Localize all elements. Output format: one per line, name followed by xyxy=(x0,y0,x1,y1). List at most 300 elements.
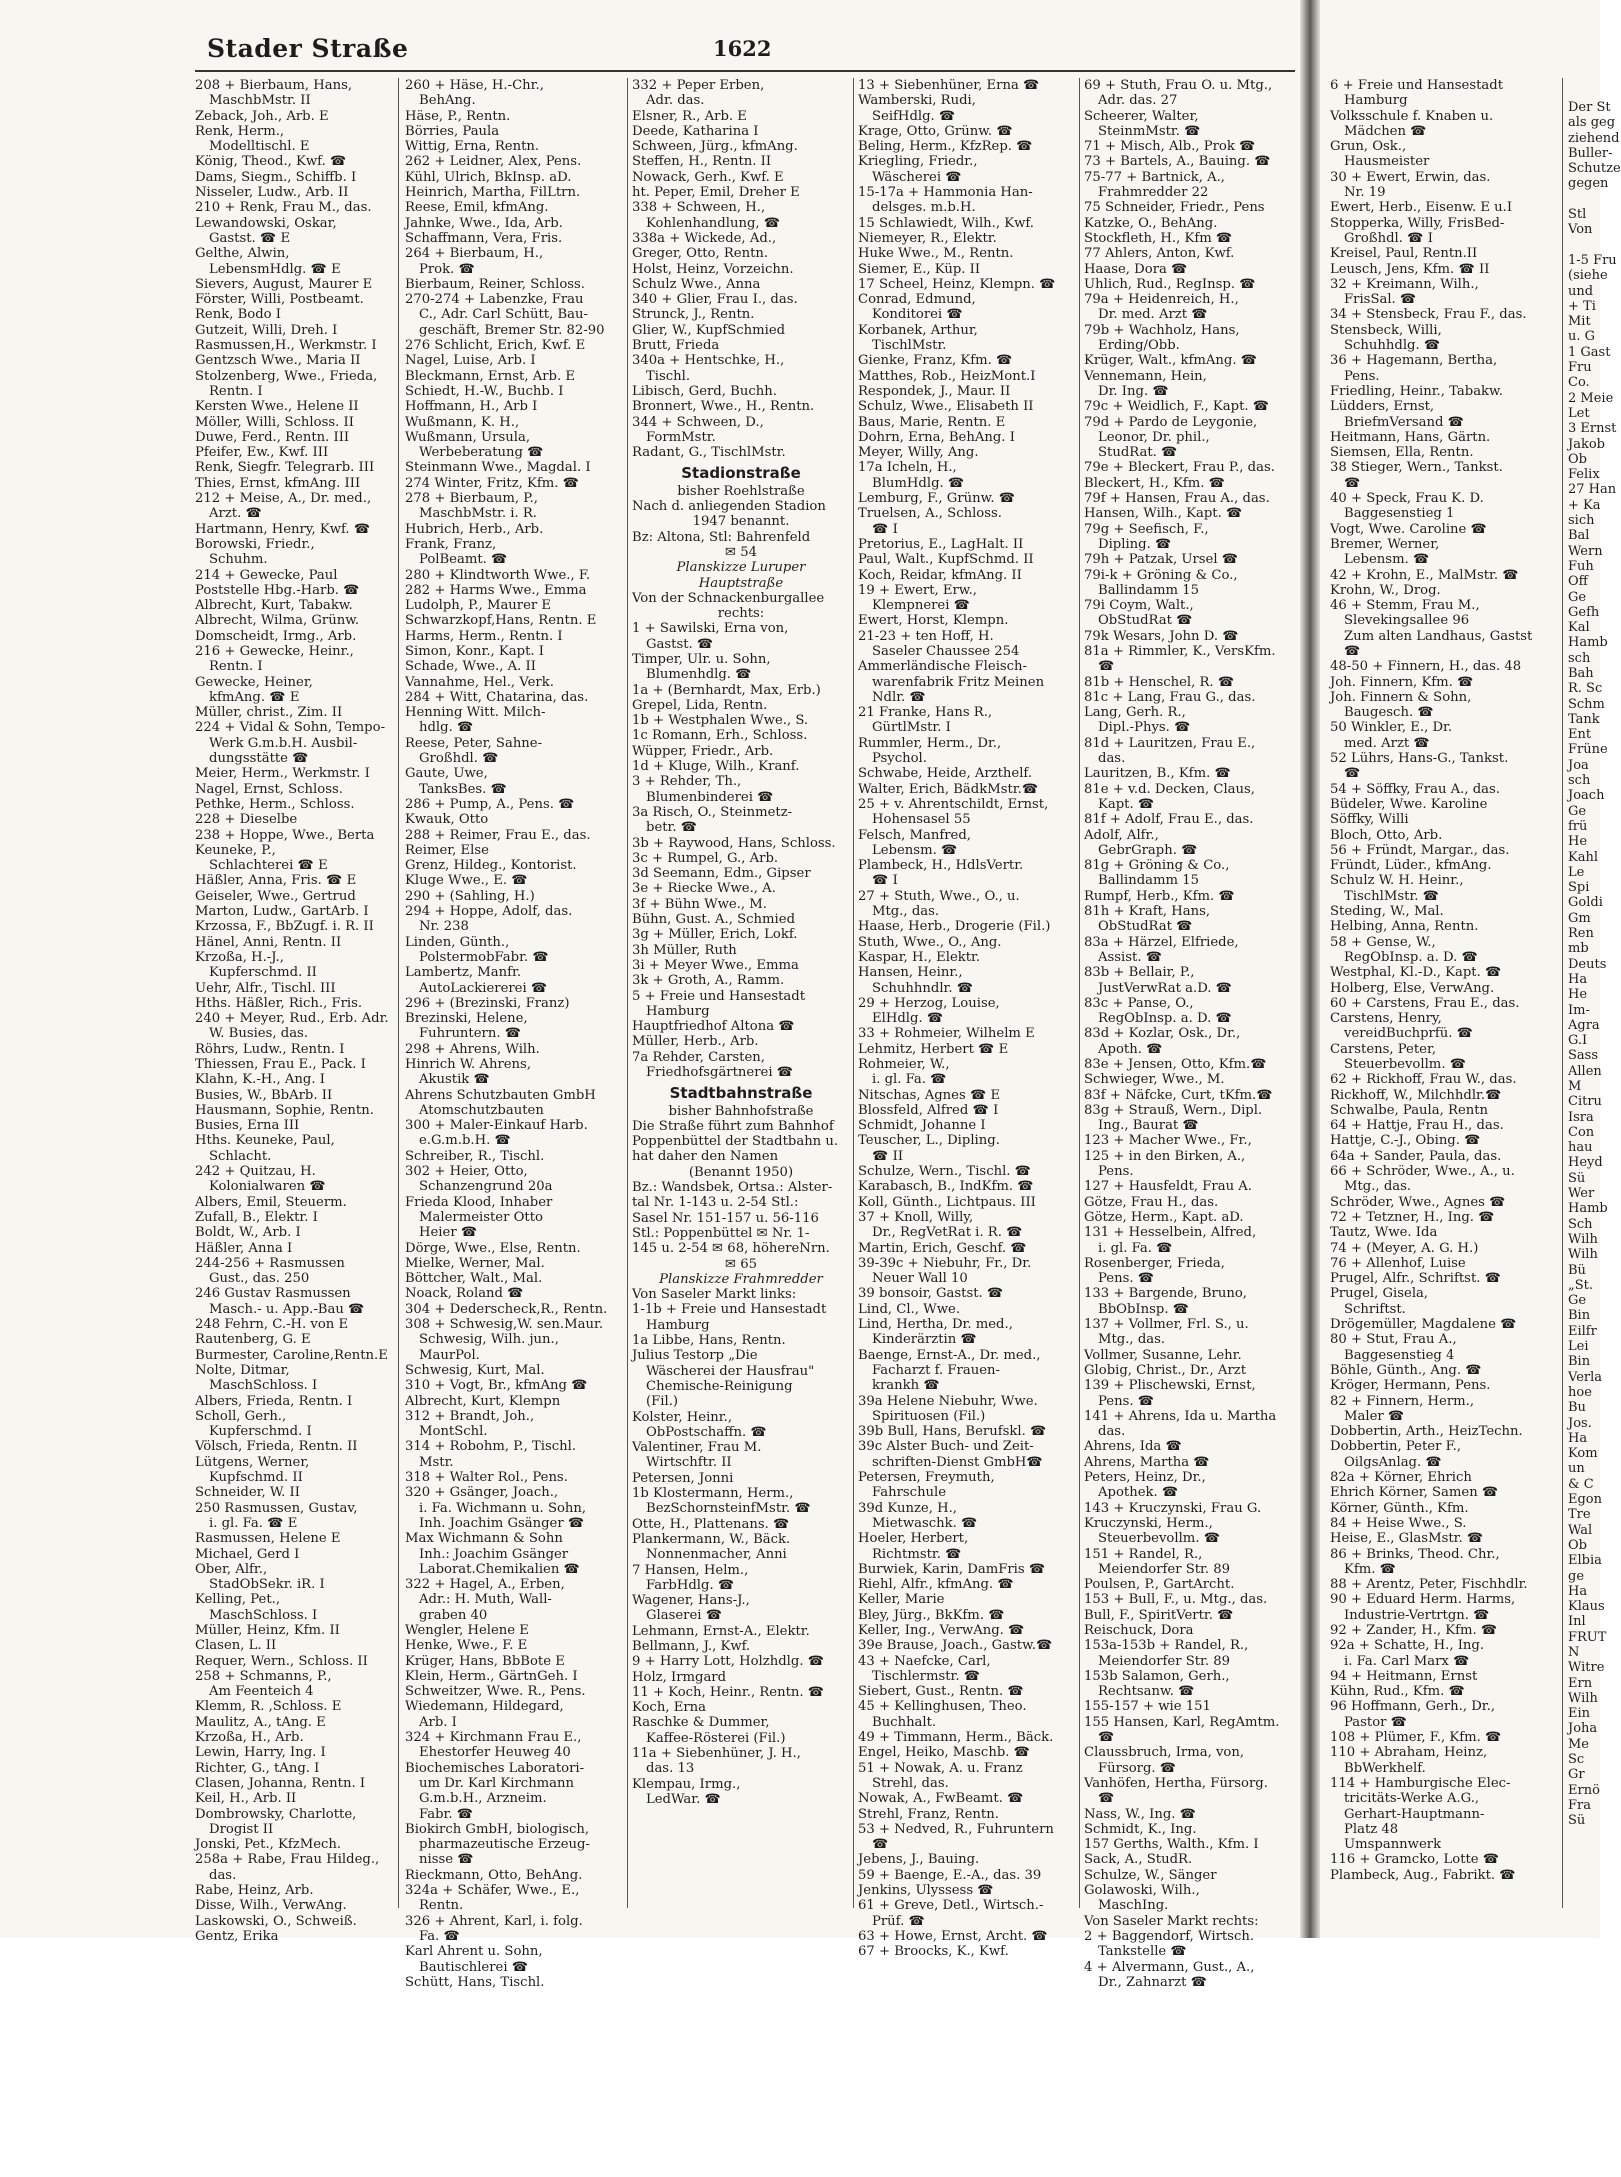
entry-continuation: Apoth. ☎ xyxy=(1098,1041,1163,1057)
entry-continuation: Dr. Ing. ☎ xyxy=(1098,383,1169,399)
entry-continuation: Apothek. ☎ xyxy=(1098,1485,1179,1501)
directory-entry: 250 Rasmussen, Gustav, xyxy=(195,1500,358,1516)
section-note: rechts: xyxy=(717,606,765,622)
next-page-fragment: Stl xyxy=(1568,207,1587,223)
directory-entry: Scholl, Gerh., xyxy=(195,1408,287,1424)
directory-entry: Bremer, Werner, xyxy=(1330,536,1440,552)
directory-entry: Koch, Reidar, kfmAng. II xyxy=(858,567,1022,583)
next-page-fragment: Let xyxy=(1568,405,1590,421)
directory-entry: 5 + Freie und Hansestadt xyxy=(632,988,806,1004)
next-page-fragment: Isra xyxy=(1568,1109,1594,1125)
directory-entry: Bühn, Gust. A., Schmied xyxy=(632,912,796,928)
next-page-fragment: Ob xyxy=(1568,451,1587,467)
directory-entry: Raschke & Dummer, xyxy=(632,1715,770,1731)
directory-entry: 338 + Schween, H., xyxy=(632,200,766,216)
directory-entry: 276 Schlicht, Erich, Kwf. E xyxy=(405,338,586,354)
next-page-fragment: Wilh xyxy=(1568,1247,1598,1263)
directory-column-6 xyxy=(1330,78,1555,1928)
directory-entry: 21 Franke, Hans R., xyxy=(858,705,993,721)
next-page-fragment: Wilh xyxy=(1568,1231,1598,1247)
directory-entry: 34 + Stensbeck, Frau F., das. xyxy=(1330,307,1527,323)
directory-entry: 79c + Weidlich, F., Kapt. ☎ xyxy=(1084,399,1270,415)
directory-entry: Requer, Wern., Schloss. II xyxy=(195,1653,368,1669)
entry-continuation: JustVerwRat a.D. ☎ xyxy=(1098,980,1233,996)
directory-entry: Möller, Willi, Schloss. II xyxy=(195,414,354,430)
directory-entry: Deede, Katharina I xyxy=(632,123,759,139)
entry-continuation: Schanzengrund 20a xyxy=(419,1179,553,1195)
directory-entry: Joh. Finnern & Sohn, xyxy=(1330,689,1472,705)
directory-entry: 7 Hansen, Helm., xyxy=(632,1562,749,1578)
directory-entry: 133 + Bargende, Bruno, xyxy=(1084,1286,1247,1302)
directory-entry: 29 + Herzog, Louise, xyxy=(858,995,1000,1011)
directory-entry: 88 + Arentz, Peter, Fischhdlr. xyxy=(1330,1577,1528,1593)
directory-entry: Heise, E., GlasMstr. ☎ xyxy=(1330,1531,1484,1547)
next-page-fragment: Wern xyxy=(1568,543,1603,559)
next-page-fragment: FRUT xyxy=(1568,1629,1607,1645)
entry-continuation: Mädchen ☎ xyxy=(1344,123,1427,139)
directory-entry: Schmidt, Johanne I xyxy=(858,1118,986,1134)
next-page-fragment: Deuts xyxy=(1568,956,1607,972)
entry-continuation: ☎ xyxy=(1344,475,1361,491)
directory-entry: Sasel Nr. 151-157 u. 56-116 xyxy=(632,1210,819,1226)
directory-entry: Nagel, Ernst, Schloss. xyxy=(195,781,343,797)
directory-entry: Körner, Günth., Kfm. xyxy=(1330,1500,1469,1516)
entry-continuation: Ing., Baurat ☎ xyxy=(1098,1118,1199,1134)
directory-entry: Frieda Klood, Inhaber xyxy=(405,1194,553,1210)
column-divider xyxy=(1079,78,1080,1908)
next-page-fragment: sch xyxy=(1568,773,1591,789)
next-page-fragment: Tre xyxy=(1568,1507,1591,1523)
directory-entry: 79i-k + Gröning & Co., xyxy=(1084,567,1238,583)
directory-entry: Simon, Konr., Kapt. I xyxy=(405,643,544,659)
entry-continuation: Lebensm. ☎ xyxy=(872,842,958,858)
directory-entry: Nowak, A., FwBeamt. ☎ xyxy=(858,1791,1024,1807)
entry-continuation: Werbeberatung ☎ xyxy=(419,445,544,461)
directory-entry: Peters, Heinz, Dr., xyxy=(1084,1470,1206,1486)
directory-entry: Brutt, Frieda xyxy=(632,338,720,354)
directory-entry: Hattje, C.-J., Obing. ☎ xyxy=(1330,1133,1481,1149)
directory-entry: 1d + Kluge, Wilh., Kranf. xyxy=(632,759,800,775)
page-header xyxy=(195,30,1295,70)
directory-entry: Grun, Osk., xyxy=(1330,139,1407,155)
directory-entry: Fründt, Lüder., kfmAng. xyxy=(1330,858,1492,874)
directory-entry: Laskowski, O., Schweiß. xyxy=(195,1913,357,1929)
next-page-fragment: 1 Gast xyxy=(1568,344,1611,360)
directory-entry: tal Nr. 1-143 u. 2-54 Stl.: xyxy=(632,1195,799,1211)
directory-entry: 90 + Eduard Herm. Harms, xyxy=(1330,1592,1516,1608)
directory-entry: 344 + Schween, D., xyxy=(632,414,764,430)
entry-continuation: Heier ☎ xyxy=(419,1225,478,1241)
next-page-fragment: Egon xyxy=(1568,1492,1603,1508)
entry-continuation: schriften-Dienst GmbH☎ xyxy=(872,1454,1043,1470)
directory-entry: Gaute, Uwe, xyxy=(405,766,488,782)
directory-entry: Rautenberg, G. E xyxy=(195,1332,311,1348)
directory-entry: 63 + Howe, Ernst, Archt. ☎ xyxy=(858,1928,1048,1944)
directory-entry: Dörge, Wwe., Else, Rentn. xyxy=(405,1240,581,1256)
directory-entry: 264 + Bierbaum, H., xyxy=(405,246,544,262)
directory-entry: Henning Witt. Milch- xyxy=(405,705,546,721)
directory-entry: 39b Bull, Hans, Berufskl. ☎ xyxy=(858,1424,1047,1440)
directory-entry: 50 Winkler, E., Dr. xyxy=(1330,720,1453,736)
entry-continuation: Schlacht. xyxy=(209,1148,272,1164)
directory-entry: 43 + Naefcke, Carl, xyxy=(858,1653,991,1669)
directory-entry: 318 + Walter Rol., Pens. xyxy=(405,1470,568,1486)
next-page-fragment xyxy=(1568,238,1600,253)
next-page-fragment xyxy=(1568,192,1600,207)
directory-entry: Ehrich Körner, Samen ☎ xyxy=(1330,1485,1499,1501)
directory-entry: Walter, Erich, BädkMstr.☎ xyxy=(858,781,1039,797)
directory-entry: 1a Libbe, Hans, Rentn. xyxy=(632,1333,786,1349)
entry-continuation: Prüf. ☎ xyxy=(872,1913,925,1929)
directory-entry: Dobbertin, Arth., HeizTechn. xyxy=(1330,1424,1523,1440)
directory-entry: Pfeifer, Ew., Kwf. III xyxy=(195,445,329,461)
directory-entry: Börries, Paula xyxy=(405,123,500,139)
entry-continuation: Konditorei ☎ xyxy=(872,307,963,323)
directory-entry: Dobbertin, Peter F., xyxy=(1330,1439,1462,1455)
directory-entry: Joh. Finnern, Kfm. ☎ xyxy=(1330,674,1474,690)
next-page-fragment: Con xyxy=(1568,1124,1595,1140)
directory-entry: Glier, W., KupfSchmied xyxy=(632,322,786,338)
directory-entry: 210 + Renk, Frau M., das. xyxy=(195,200,372,216)
directory-entry: Zeback, Joh., Arb. E xyxy=(195,108,329,124)
next-page-fragment: Fuh xyxy=(1568,558,1594,574)
directory-entry: 216 + Gewecke, Heinr., xyxy=(195,643,354,659)
directory-entry: Richter, G., tAng. I xyxy=(195,1760,320,1776)
directory-entry: Rasmussen,H., Werkmstr. I xyxy=(195,338,377,354)
directory-entry: 1b + Westphalen Wwe., S. xyxy=(632,713,809,729)
directory-entry: Kelling, Pet., xyxy=(195,1592,281,1608)
entry-continuation: BlumHdlg. ☎ xyxy=(872,475,965,491)
entry-continuation: Klempnerei ☎ xyxy=(872,598,971,614)
directory-entry: Kriegling, Friedr., xyxy=(858,154,978,170)
entry-continuation: med. Arzt ☎ xyxy=(1344,735,1430,751)
directory-entry: Klemm, R. ,Schloss. E xyxy=(195,1699,342,1715)
directory-entry: 3d Seemann, Edm., Gipser xyxy=(632,866,811,882)
directory-entry: Bronnert, Wwe., H., Rentn. xyxy=(632,399,815,415)
next-page-fragment: Von xyxy=(1568,222,1593,238)
directory-entry: 153 + Bull, F., u. Mtg., das. xyxy=(1084,1592,1268,1608)
entry-continuation: Richtmstr. ☎ xyxy=(872,1546,962,1562)
directory-entry: 81g + Gröning & Co., xyxy=(1084,858,1230,874)
next-page-fragment: Bah xyxy=(1568,665,1594,681)
directory-entry: Rieckmann, Otto, BehAng. xyxy=(405,1867,583,1883)
entry-continuation: Baugesch. ☎ xyxy=(1344,705,1434,721)
next-page-fragment: He xyxy=(1568,834,1588,850)
entry-continuation: MaschIng. xyxy=(1098,1898,1169,1914)
directory-entry: 72 + Tetzner, H., Ing. ☎ xyxy=(1330,1209,1495,1225)
directory-entry: Bull, F., SpiritVertr. ☎ xyxy=(1084,1607,1234,1623)
next-page-fragment: Früne xyxy=(1568,742,1608,758)
directory-entry: Lüdders, Ernst, xyxy=(1330,399,1435,415)
directory-entry: 75-77 + Bartnick, A., xyxy=(1084,169,1225,185)
entry-continuation: Assist. ☎ xyxy=(1098,949,1163,965)
directory-entry: Schwarzkopf,Hans, Rentn. E xyxy=(405,613,597,629)
entry-continuation: ☎ II xyxy=(872,1148,904,1164)
directory-entry: 137 + Vollmer, Frl. S., u. xyxy=(1084,1317,1249,1333)
section-heading: Stadionstraße xyxy=(681,464,801,483)
entry-continuation: Fürsorg. ☎ xyxy=(1098,1760,1177,1776)
directory-entry: 110 + Abraham, Heinz, xyxy=(1330,1745,1488,1761)
directory-entry: 81b + Henschel, R. ☎ xyxy=(1084,674,1235,690)
next-page-fragment: Ernö xyxy=(1568,1782,1600,1798)
directory-entry: Borowski, Friedr., xyxy=(195,536,315,552)
directory-entry: Vanhöfen, Hertha, Fürsorg. xyxy=(1084,1775,1268,1791)
directory-entry: Helbing, Anna, Rentn. xyxy=(1330,919,1479,935)
directory-entry: Poulsen, P., GartArcht. xyxy=(1084,1577,1235,1593)
directory-entry: Mielke, Werner, Mal. xyxy=(405,1255,545,1271)
directory-entry: Truelsen, A., Schloss. xyxy=(858,506,1002,522)
next-page-fragment: G.I xyxy=(1568,1033,1588,1049)
next-page-fragment: Sass xyxy=(1568,1048,1598,1064)
directory-entry: Keller, Marie xyxy=(858,1592,945,1608)
entry-continuation: RegObInsp. a. D. ☎ xyxy=(1098,1011,1232,1027)
next-page-fragment: Goldi xyxy=(1568,895,1603,911)
directory-entry: Von Saseler Markt links: xyxy=(632,1287,797,1303)
next-page-fragment: ziehend xyxy=(1568,130,1620,146)
directory-entry: Krohn, W., Drog. xyxy=(1330,582,1441,598)
entry-continuation: Meiendorfer Str. 89 xyxy=(1098,1561,1231,1577)
directory-entry: Renk, Bodo I xyxy=(195,307,282,323)
directory-entry: 79e + Bleckert, Frau P., das. xyxy=(1084,460,1275,476)
entry-continuation: TischlMstr. ☎ xyxy=(1344,888,1440,904)
directory-entry: Dombrowsky, Charlotte, xyxy=(195,1806,357,1822)
entry-continuation: Platz 48 xyxy=(1344,1821,1399,1837)
directory-entry: 324a + Schäfer, Wwe., E., xyxy=(405,1883,580,1899)
directory-entry: Stuth, Wwe., O., Ang. xyxy=(858,934,1002,950)
directory-entry: Gienke, Franz, Kfm. ☎ xyxy=(858,353,1013,369)
directory-entry: 13 + Siebenhüner, Erna ☎ xyxy=(858,78,1040,93)
entry-continuation: Malermeister Otto xyxy=(419,1209,543,1225)
next-page-fragment: und xyxy=(1568,283,1594,299)
directory-entry: 131 + Hesselbein, Alfred, xyxy=(1084,1225,1257,1241)
entry-continuation: Ndlr. ☎ xyxy=(872,689,926,705)
directory-entry: Albers, Frieda, Rentn. I xyxy=(195,1393,353,1409)
directory-entry: 294 + Hoppe, Adolf, das. xyxy=(405,904,573,920)
directory-entry: 36 + Hagemann, Bertha, xyxy=(1330,353,1498,369)
entry-continuation: Adr.: H. Muth, Wall- xyxy=(419,1592,552,1608)
entry-continuation: Schriftst. xyxy=(1344,1301,1406,1317)
entry-continuation: Arb. I xyxy=(419,1714,457,1730)
directory-entry: Katzke, O., BehAng. xyxy=(1084,215,1218,231)
directory-entry: Conrad, Edmund, xyxy=(858,292,976,308)
entry-continuation: Kupferschmd. I xyxy=(209,1424,312,1440)
next-page-fragment: Sc xyxy=(1568,1752,1585,1768)
entry-continuation: (Fil.) xyxy=(646,1394,679,1410)
directory-entry: 141 + Ahrens, Ida u. Martha xyxy=(1084,1408,1277,1424)
directory-entry: Karl Ahrent u. Sohn, xyxy=(405,1944,543,1960)
entry-continuation: BehAng. xyxy=(419,93,476,109)
directory-entry: Jebens, J., Bauing. xyxy=(858,1852,980,1868)
directory-entry: Lemburg, F., Grünw. ☎ xyxy=(858,491,1016,507)
entry-continuation: Kupfschmd. II xyxy=(209,1470,303,1486)
entry-continuation: Laborat.Chemikalien ☎ xyxy=(419,1561,580,1577)
directory-entry: 208 + Bierbaum, Hans, xyxy=(195,78,353,93)
entry-continuation: Tankstelle ☎ xyxy=(1098,1944,1187,1960)
directory-entry: 67 + Broocks, K., Kwf. xyxy=(858,1944,1009,1960)
directory-entry: Lang, Gerh. R., xyxy=(1084,705,1186,721)
next-page-fragment: Ha xyxy=(1568,971,1588,987)
next-page-fragment: Ren xyxy=(1568,926,1594,942)
directory-entry: Ewert, Herb., Eisenw. E u.I xyxy=(1330,200,1513,216)
next-page-fragment: als geg xyxy=(1568,115,1616,131)
entry-continuation: Rechtsanw. ☎ xyxy=(1098,1684,1195,1700)
directory-entry: 4 + Alvermann, Gust., A., xyxy=(1084,1959,1255,1975)
directory-entry: Holst, Heinz, Vorzeichn. xyxy=(632,261,794,277)
directory-entry: Volksschule f. Knaben u. xyxy=(1330,108,1494,124)
entry-continuation: hdlg. ☎ xyxy=(419,720,474,736)
next-page-fragment: 27 Han xyxy=(1568,482,1617,498)
directory-entry: Klahn, K.-H., Ang. I xyxy=(195,1072,325,1088)
directory-entry: Bley, Jürg., BkKfm. ☎ xyxy=(858,1607,1005,1623)
entry-continuation: Masch.- u. App.-Bau ☎ xyxy=(209,1301,365,1317)
entry-continuation: FarbHdlg. ☎ xyxy=(646,1577,735,1593)
entry-continuation: TanksBes. ☎ xyxy=(419,781,507,797)
directory-entry: 61 + Greve, Detl., Wirtsch.- xyxy=(858,1898,1044,1914)
directory-entry: Klempau, Irmg., xyxy=(632,1776,741,1792)
section-note: Planskizze Luruper xyxy=(676,560,806,576)
directory-entry: 310 + Vogt, Br., kfmAng ☎ xyxy=(405,1378,588,1394)
page-number: 1622 xyxy=(713,36,772,61)
directory-entry: Bleckmann, Ernst, Arb. E xyxy=(405,368,575,384)
directory-entry: Kolster, Heinr., xyxy=(632,1409,733,1425)
directory-entry: Stl.: Poppenbüttel ✉ Nr. 1- xyxy=(632,1225,810,1241)
entry-continuation: Fabr. ☎ xyxy=(419,1806,474,1822)
entry-continuation: RegObInsp. a. D. ☎ xyxy=(1344,949,1478,965)
entry-continuation: nisse ☎ xyxy=(419,1852,474,1868)
directory-entry: 83a + Härzel, Elfriede, xyxy=(1084,934,1239,950)
directory-entry: Kersten Wwe., Helene II xyxy=(195,399,359,415)
directory-entry: 308 + Schwesig,W. sen.Maur. xyxy=(405,1317,604,1333)
directory-entry: Radant, G., TischlMstr. xyxy=(632,445,786,461)
directory-entry: Friedling, Heinr., Tabakw. xyxy=(1330,383,1503,399)
directory-entry: Karabasch, B., IndKfm. ☎ xyxy=(858,1179,1034,1195)
directory-entry: Gutzeit, Willi, Dreh. I xyxy=(195,322,338,338)
directory-entry: Kaspar, H., Elektr. xyxy=(858,949,981,965)
next-page-fragment: Ha xyxy=(1568,1430,1588,1446)
directory-entry: Pethke, Herm., Schloss. xyxy=(195,796,355,812)
directory-entry: 3f + Bühn Wwe., M. xyxy=(632,896,767,912)
next-page-fragment: Bu xyxy=(1568,1400,1586,1416)
directory-entry: Dohrn, Erna, BehAng. I xyxy=(858,429,1015,445)
directory-entry: 39 bonsoir, Gastst. ☎ xyxy=(858,1286,1004,1302)
section-note: Planskizze Frahmredder xyxy=(659,1271,823,1287)
next-page-fragment: Sch xyxy=(1568,1216,1593,1232)
entry-continuation: OilgsAnlag. ☎ xyxy=(1344,1454,1442,1470)
directory-entry: 278 + Bierbaum, P., xyxy=(405,491,538,507)
entry-continuation: Steuerbevollm. ☎ xyxy=(1098,1531,1221,1547)
directory-entry: 248 Fehrn, C.-H. von E xyxy=(195,1317,349,1333)
directory-entry: Bz: Altona, Stl: Bahrenfeld xyxy=(632,529,811,545)
directory-entry: 66 + Schröder, Wwe., A., u. xyxy=(1330,1164,1515,1180)
directory-entry: 296 + (Brezinski, Franz) xyxy=(405,995,570,1011)
next-page-fragment-column xyxy=(1568,100,1621,1950)
directory-entry: Böhle, Günth., Ang. ☎ xyxy=(1330,1362,1482,1378)
next-page-fragment: Bü xyxy=(1568,1262,1586,1278)
directory-entry: Krzoßa, H.-J., xyxy=(195,949,284,965)
entry-continuation: StadObSekr. iR. I xyxy=(209,1577,325,1593)
directory-entry: Haase, Dora ☎ xyxy=(1084,261,1188,277)
directory-entry: Hoeler, Herbert, xyxy=(858,1531,969,1547)
next-page-fragment: Lei xyxy=(1568,1339,1589,1355)
directory-entry: Disse, Wilh., VerwAng. xyxy=(195,1898,347,1914)
directory-entry: Müller, christ., Zim. II xyxy=(195,705,343,721)
section-note: ✉ 65 xyxy=(724,1256,758,1272)
directory-entry: Pretorius, E., LagHalt. II xyxy=(858,536,1024,552)
next-page-fragment: Kom xyxy=(1568,1446,1598,1462)
directory-entry: 40 + Speck, Frau K. D. xyxy=(1330,491,1484,507)
directory-entry: Rosenberger, Frieda, xyxy=(1084,1255,1225,1271)
directory-entry: 81f + Adolf, Frau E., das. xyxy=(1084,812,1254,828)
next-page-fragment: Gm xyxy=(1568,910,1591,926)
directory-entry: Grenz, Hildeg., Kontorist. xyxy=(405,858,577,874)
section-note: bisher Bahnhofstraße xyxy=(668,1103,814,1119)
directory-entry: Max Wichmann & Sohn xyxy=(405,1531,563,1547)
directory-entry: Wagener, Hans-J., xyxy=(632,1593,750,1609)
directory-entry: 83c + Panse, O., xyxy=(1084,995,1194,1011)
directory-entry: 94 + Heitmann, Ernst xyxy=(1330,1668,1478,1684)
directory-entry: Schulz, Wwe., Elisabeth II xyxy=(858,399,1034,415)
directory-entry: 51 + Nowak, A. u. Franz xyxy=(858,1760,1023,1776)
directory-entry: Grepel, Lida, Rentn. xyxy=(632,697,768,713)
directory-entry: 145 u. 2-54 ✉ 68, höhereNrn. xyxy=(632,1241,830,1257)
entry-continuation: krankh ☎ xyxy=(872,1378,940,1394)
directory-entry: Thies, Ernst, kfmAng. III xyxy=(195,475,361,491)
directory-entry: 71 + Misch, Alb., Prok ☎ xyxy=(1084,139,1256,155)
directory-entry: 17 Scheel, Heinz, Klempn. ☎ xyxy=(858,276,1056,292)
directory-entry: Bellmann, J., Kwf. xyxy=(632,1638,751,1654)
directory-entry: Häßler, Anna, Fris. ☎ E xyxy=(195,873,357,889)
directory-entry: Schween, Jürg., kfmAng. xyxy=(632,139,798,155)
directory-entry: 83f + Näfcke, Curt, tKfm.☎ xyxy=(1084,1087,1273,1103)
column-divider xyxy=(853,78,854,1908)
entry-continuation: Gastst. ☎ xyxy=(646,636,714,652)
directory-entry: Lind, Cl., Wwe. xyxy=(858,1301,961,1317)
directory-entry: 39a Helene Niebuhr, Wwe. xyxy=(858,1393,1038,1409)
directory-entry: Thiessen, Frau E., Pack. I xyxy=(195,1057,366,1072)
directory-entry: Meyer, Willy, Ang. xyxy=(858,445,979,461)
entry-continuation: Schuhhdlg. ☎ xyxy=(1344,338,1441,354)
directory-entry: 25 + v. Ahrentschildt, Ernst, xyxy=(858,796,1049,812)
directory-entry: 338a + Wickede, Ad., xyxy=(632,230,777,246)
entry-continuation: Gastst. ☎ E xyxy=(209,230,291,246)
directory-entry: Clasen, Johanna, Rentn. I xyxy=(195,1775,366,1791)
directory-entry: Reimer, Else xyxy=(405,842,489,858)
directory-entry: 143 + Kruczynski, Frau G. xyxy=(1084,1500,1262,1516)
directory-entry: Maulitz, A., tAng. E xyxy=(195,1714,326,1730)
directory-entry: Schütt, Hans, Tischl. xyxy=(405,1974,545,1990)
entry-continuation: Arzt. ☎ xyxy=(209,506,262,522)
directory-entry: 84 + Heise Wwe., S. xyxy=(1330,1515,1467,1531)
directory-entry: Boldt, W., Arb. I xyxy=(195,1225,301,1241)
directory-entry: 33 + Rohmeier, Wilhelm E xyxy=(858,1026,1035,1042)
entry-continuation: Lebensm. ☎ xyxy=(1344,552,1430,568)
entry-continuation: Prok. ☎ xyxy=(419,261,475,277)
next-page-fragment: Bin xyxy=(1568,1308,1591,1324)
entry-continuation: ☎ xyxy=(1098,1791,1115,1807)
next-page-fragment: mb xyxy=(1568,941,1589,957)
directory-entry: Büdeler, Wwe. Karoline xyxy=(1330,796,1488,812)
directory-entry: Beling, Herm., KfzRep. ☎ xyxy=(858,139,1033,155)
next-page-fragment: Spi xyxy=(1568,880,1590,896)
entry-continuation: Kolonialwaren ☎ xyxy=(209,1179,326,1195)
directory-entry: 62 + Rickhoff, Frau W., das. xyxy=(1330,1072,1517,1088)
next-page-fragment: hoe xyxy=(1568,1384,1592,1400)
entry-continuation: Industrie-Vertrtgn. ☎ xyxy=(1344,1607,1490,1623)
next-page-fragment: Jos. xyxy=(1568,1415,1592,1431)
directory-entry: 139 + Plischewski, Ernst, xyxy=(1084,1378,1256,1394)
directory-entry: 290 + (Sahling, H.) xyxy=(405,888,535,904)
directory-entry: 312 + Brandt, Joh., xyxy=(405,1408,535,1424)
